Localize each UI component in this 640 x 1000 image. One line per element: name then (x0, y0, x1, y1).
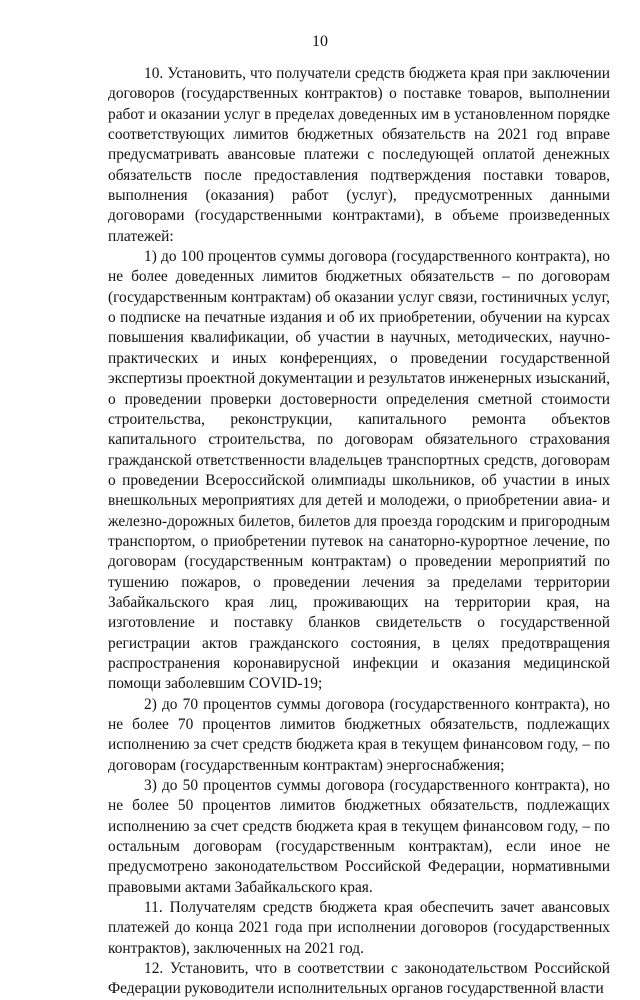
paragraph-subitem-2: 2) до 70 процентов суммы договора (государственного контракта), но не более 70 процентов лимитов бюджетных обязательств, подлежащих исполнению за счет средств бюджета края в текущем финансовом году, – по договорам (государственным контрактам) энергоснабжения; (108, 695, 610, 774)
document-body (108, 64, 610, 1000)
page-number: 10 (312, 33, 328, 50)
paragraph-item-11: 11. Получателям средств бюджета края обеспечить зачет авансовых платежей до конца 2021 года при исполнении договоров (государственных контрактов), заключенных на 2021 год. (108, 899, 610, 957)
paragraph-subitem-3: 3) до 50 процентов суммы договора (государственного контракта), но не более 50 процентов лимитов бюджетных обязательств, подлежащих исполнению за счет средств бюджета края в текущем финансовом году, – по остальным договорам (государственным контрактам), если иное не предусмотрено законодательством Российской Федерации, нормативными правовыми актами Забайкальского края. (108, 777, 610, 896)
paragraph-subitem-1: 1) до 100 процентов суммы договора (государственного контракта), но не более доведенных лимитов бюджетных обязательств – по договорам (государственным контрактам) об оказании услуг связи, гостиничных услуг, о подписке на печатные издания и об их приобретении, обучении на курсах повышения квалификации, об участии в научных, методических, научно-практических и иных конференциях, о проведении государственной экспертизы проектной документации и результатов инженерных изысканий, о проведении проверки достоверности определения сметной стоимости строительства, реконструкции, капитального ремонта объектов капитального строительства, по договорам обязательного страхования гражданской ответственности владельцев транспортных средств, договорам о проведении Всероссийской олимпиады школьников, об участии в иных внешкольных мероприятиях для детей и молодежи, о приобретении авиа- и железно-дорожных билетов, билетов для проезда городским и пригородным транспортом, о приобретении путевок на санаторно-курортное лечение, по договорам (государственным контрактам) о проведении мероприятий по тушению пожаров, о проведении лечения за пределами территории Забайкальского края лиц, проживающих на территории края, на изготовление и поставку бланков свидетельств о государственной регистрации актов гражданского состояния, в целях предотвращения распространения коронавирусной инфекции и оказания медицинской помощи заболевшим COVID-19; (108, 248, 610, 693)
paragraph-item-12: 12. Установить, что в соответствии с законодательством Российской Федерации руководители исполнительных органов государственной власти (108, 960, 610, 998)
paragraph-item-10: 10. Установить, что получатели средств бюджета края при заключении договоров (государственных контрактов) о поставке товаров, выполнении работ и оказании услуг в пределах доведенных им в установленном порядке соответствующих лимитов бюджетных обязательств на 2021 год вправе предусматривать авансовые платежи с последующей оплатой денежных обязательств после предоставления подтверждения поставки товаров, выполнения (оказания) работ (услуг), предусмотренных данными договорами (государственными контрактами), в объеме произведенных платежей: (108, 65, 610, 245)
